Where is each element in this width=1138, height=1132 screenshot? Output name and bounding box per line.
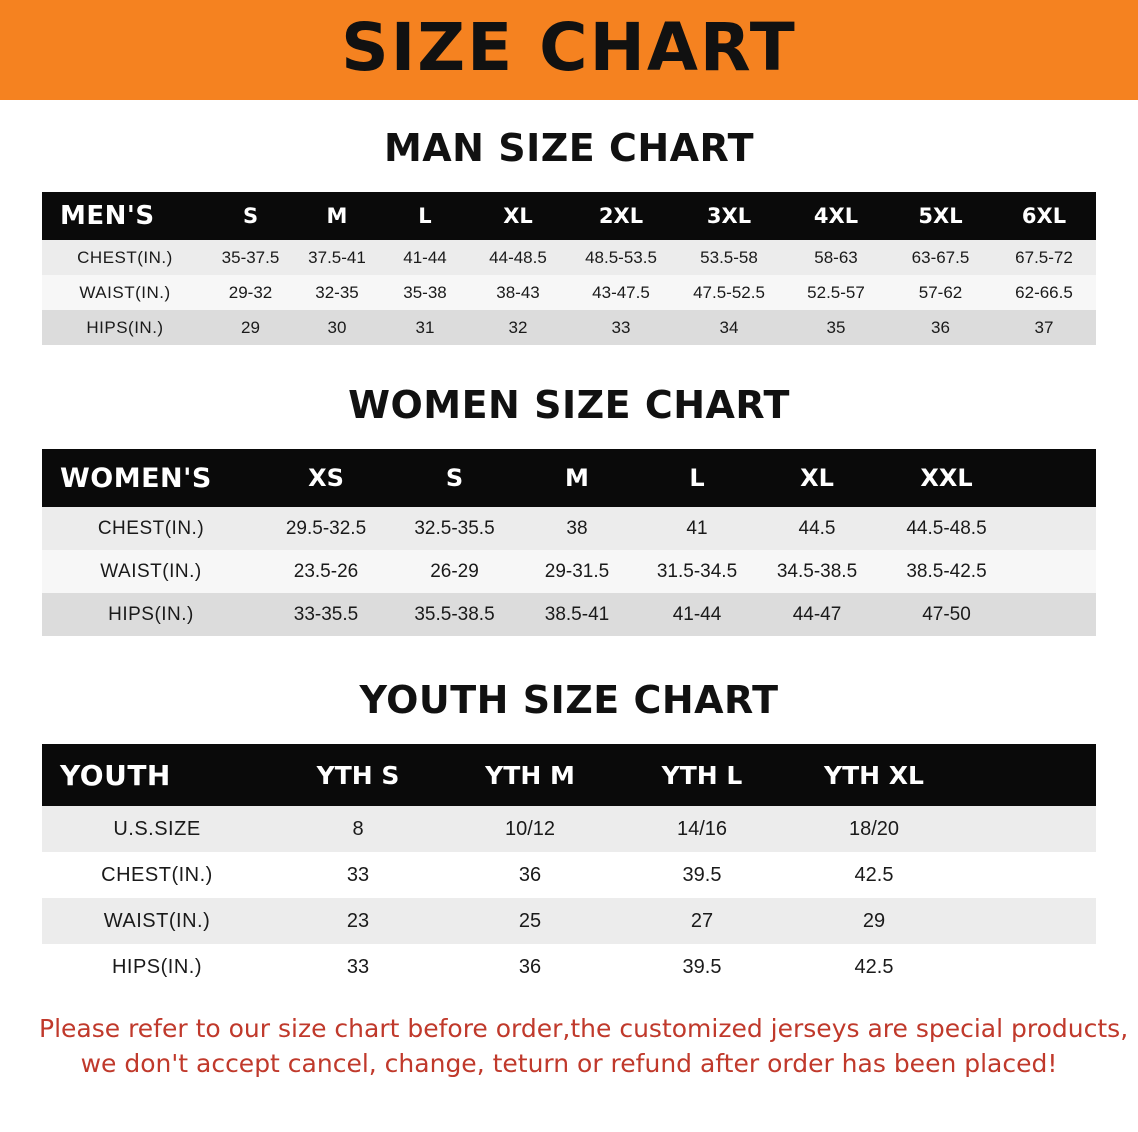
table-row	[42, 310, 1096, 345]
men-r2-c8: 37	[992, 310, 1096, 345]
men-r2-c1: 30	[293, 310, 381, 345]
men-corner-label: MEN'S	[42, 192, 208, 240]
table-row	[42, 240, 1096, 275]
women-r2-c3: 41-44	[637, 593, 757, 636]
women-r1-c5: 38.5-42.5	[877, 550, 1016, 593]
women-r2-c1: 35.5-38.5	[392, 593, 517, 636]
youth-r1-c2: 39.5	[616, 852, 788, 898]
man-section-heading: MAN SIZE CHART	[383, 126, 755, 170]
men-col-8: 6XL	[992, 192, 1096, 240]
youth-size-table	[42, 744, 1096, 990]
table-row	[42, 898, 1096, 944]
youth-r3-c2: 39.5	[616, 944, 788, 990]
youth-row-2-label: WAIST(IN.)	[42, 898, 272, 944]
youth-r1-c1: 36	[444, 852, 616, 898]
women-r2-c0: 33-35.5	[260, 593, 392, 636]
youth-r3-c1: 36	[444, 944, 616, 990]
men-r0-c5: 53.5-58	[675, 240, 783, 275]
women-r1-c3: 31.5-34.5	[637, 550, 757, 593]
women-row-2-label: HIPS(IN.)	[42, 593, 260, 636]
women-r1-c1: 26-29	[392, 550, 517, 593]
youth-r1-c3: 42.5	[788, 852, 960, 898]
youth-section-heading: YOUTH SIZE CHART	[359, 678, 779, 722]
men-r2-c5: 34	[675, 310, 783, 345]
youth-r1-c0: 33	[272, 852, 444, 898]
men-size-table	[42, 192, 1096, 345]
men-row-1-label: WAIST(IN.)	[42, 275, 208, 310]
women-section-heading: WOMEN SIZE CHART	[348, 383, 790, 427]
men-r0-c2: 41-44	[381, 240, 469, 275]
youth-col-0: YTH S	[272, 744, 444, 806]
men-col-0: S	[208, 192, 293, 240]
men-r0-c7: 63-67.5	[889, 240, 992, 275]
women-col-1: S	[392, 449, 517, 507]
youth-r0-c3: 18/20	[788, 806, 960, 852]
table-row	[42, 593, 1096, 636]
men-r1-c1: 32-35	[293, 275, 381, 310]
women-r1-spacer	[1016, 550, 1096, 593]
table-row	[42, 944, 1096, 990]
men-r0-c0: 35-37.5	[208, 240, 293, 275]
women-r1-c2: 29-31.5	[517, 550, 637, 593]
youth-r1-spacer	[960, 852, 1096, 898]
youth-row-1-label: CHEST(IN.)	[42, 852, 272, 898]
men-r1-c2: 35-38	[381, 275, 469, 310]
page-title: SIZE CHART	[341, 9, 797, 86]
men-r0-c8: 67.5-72	[992, 240, 1096, 275]
men-col-4: 2XL	[567, 192, 675, 240]
men-col-3: XL	[469, 192, 567, 240]
men-r0-c6: 58-63	[783, 240, 889, 275]
men-r0-c1: 37.5-41	[293, 240, 381, 275]
women-r1-c0: 23.5-26	[260, 550, 392, 593]
women-col-5: XXL	[877, 449, 1016, 507]
policy-note	[39, 1012, 1129, 1081]
men-r1-c6: 52.5-57	[783, 275, 889, 310]
table-row	[42, 806, 1096, 852]
table-header-row	[42, 744, 1096, 806]
men-r2-c2: 31	[381, 310, 469, 345]
youth-r0-c0: 8	[272, 806, 444, 852]
women-r0-c0: 29.5-32.5	[260, 507, 392, 550]
women-row-1-label: WAIST(IN.)	[42, 550, 260, 593]
youth-r2-c0: 23	[272, 898, 444, 944]
youth-r2-c2: 27	[616, 898, 788, 944]
men-r2-c3: 32	[469, 310, 567, 345]
youth-r3-spacer	[960, 944, 1096, 990]
women-r2-c4: 44-47	[757, 593, 877, 636]
policy-note-line-1: Please refer to our size chart before order,the customized jerseys are special products,	[39, 1014, 1129, 1043]
women-row-0-label: CHEST(IN.)	[42, 507, 260, 550]
men-r1-c5: 47.5-52.5	[675, 275, 783, 310]
table-row	[42, 275, 1096, 310]
women-r0-c3: 41	[637, 507, 757, 550]
women-col-spacer	[1016, 449, 1096, 507]
men-r0-c4: 48.5-53.5	[567, 240, 675, 275]
youth-r3-c3: 42.5	[788, 944, 960, 990]
youth-r0-c1: 10/12	[444, 806, 616, 852]
table-row	[42, 550, 1096, 593]
men-r1-c3: 38-43	[469, 275, 567, 310]
youth-corner-label: YOUTH	[42, 744, 272, 806]
youth-r2-c3: 29	[788, 898, 960, 944]
women-col-2: M	[517, 449, 637, 507]
women-size-table	[42, 449, 1096, 636]
women-r1-c4: 34.5-38.5	[757, 550, 877, 593]
youth-r0-spacer	[960, 806, 1096, 852]
women-corner-label: WOMEN'S	[42, 449, 260, 507]
youth-col-spacer	[960, 744, 1096, 806]
men-r2-c0: 29	[208, 310, 293, 345]
men-r2-c6: 35	[783, 310, 889, 345]
men-col-2: L	[381, 192, 469, 240]
policy-note-line-2: we don't accept cancel, change, teturn or refund after order has been placed!	[80, 1048, 1058, 1078]
men-col-6: 4XL	[783, 192, 889, 240]
page-banner	[0, 0, 1138, 100]
women-r2-c5: 47-50	[877, 593, 1016, 636]
table-row	[42, 507, 1096, 550]
men-r0-c3: 44-48.5	[469, 240, 567, 275]
women-col-0: XS	[260, 449, 392, 507]
youth-r2-c1: 25	[444, 898, 616, 944]
youth-row-3-label: HIPS(IN.)	[42, 944, 272, 990]
women-col-3: L	[637, 449, 757, 507]
women-r2-spacer	[1016, 593, 1096, 636]
men-row-2-label: HIPS(IN.)	[42, 310, 208, 345]
men-col-7: 5XL	[889, 192, 992, 240]
women-r0-spacer	[1016, 507, 1096, 550]
men-col-1: M	[293, 192, 381, 240]
men-r1-c7: 57-62	[889, 275, 992, 310]
men-col-5: 3XL	[675, 192, 783, 240]
youth-col-2: YTH L	[616, 744, 788, 806]
youth-col-3: YTH XL	[788, 744, 960, 806]
table-row	[42, 852, 1096, 898]
youth-col-1: YTH M	[444, 744, 616, 806]
men-r1-c8: 62-66.5	[992, 275, 1096, 310]
women-col-4: XL	[757, 449, 877, 507]
youth-r0-c2: 14/16	[616, 806, 788, 852]
women-r0-c5: 44.5-48.5	[877, 507, 1016, 550]
women-r0-c2: 38	[517, 507, 637, 550]
youth-r3-c0: 33	[272, 944, 444, 990]
table-header-row	[42, 192, 1096, 240]
men-r1-c4: 43-47.5	[567, 275, 675, 310]
women-r0-c1: 32.5-35.5	[392, 507, 517, 550]
men-r2-c4: 33	[567, 310, 675, 345]
women-r2-c2: 38.5-41	[517, 593, 637, 636]
youth-row-0-label: U.S.SIZE	[42, 806, 272, 852]
table-header-row	[42, 449, 1096, 507]
women-r0-c4: 44.5	[757, 507, 877, 550]
men-r1-c0: 29-32	[208, 275, 293, 310]
youth-r2-spacer	[960, 898, 1096, 944]
men-r2-c7: 36	[889, 310, 992, 345]
men-row-0-label: CHEST(IN.)	[42, 240, 208, 275]
